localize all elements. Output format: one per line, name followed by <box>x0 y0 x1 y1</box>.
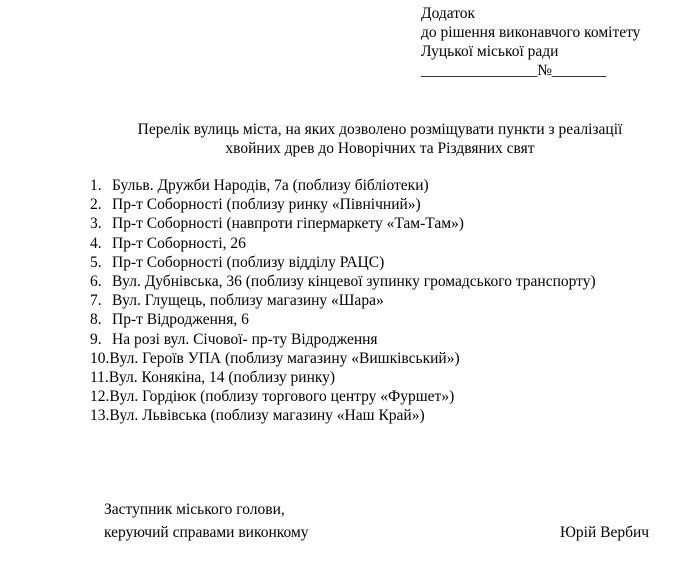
signature-block <box>104 500 689 546</box>
appendix-council-line: Луцької міської ради <box>421 43 559 60</box>
list-item <box>90 349 685 368</box>
list-item-text: Пр-т Соборності (поблизу відділу РАЦС) <box>112 253 385 271</box>
list-item <box>90 195 685 214</box>
document-title <box>100 120 660 158</box>
list-item <box>90 291 685 310</box>
list-item-number: 9. <box>90 330 102 348</box>
list-item-number: 13. <box>90 407 110 425</box>
street-list <box>90 176 685 425</box>
list-item-text: Пр-т Соборності (поблизу ринку «Північний») <box>112 196 421 214</box>
appendix-number-blank: _______________№_______ <box>421 62 607 79</box>
list-item-text: Вул. Львівська (поблизу магазину «Наш Край») <box>109 407 425 425</box>
list-item-number: 5. <box>90 253 102 271</box>
list-item-number: 6. <box>90 272 102 290</box>
list-item-text: Пр-т Відродження, 6 <box>112 311 249 329</box>
list-item-text: На розі вул. Січової- пр-ту Відродження <box>112 330 378 348</box>
signatory-position-line-1: Заступник міського голови, <box>104 501 285 518</box>
list-item <box>90 176 685 195</box>
list-item-text: Вул. Глущець, поблизу магазину «Шара» <box>112 292 384 310</box>
list-item-text: Бульв. Дружби Народів, 7а (поблизу бібліотеки) <box>112 177 429 194</box>
list-item-number: 3. <box>90 215 102 233</box>
list-item-text: Пр-т Соборності, 26 <box>112 234 246 252</box>
list-item-number: 7. <box>90 292 102 310</box>
signatory-position-line-2: керуючий справами виконкому <box>104 524 309 541</box>
document-title-line-1: Перелік вулиць міста, на яких дозволено розміщувати пункти з реалізації <box>137 121 623 138</box>
document-title-line-2: хвойних древ до Новорічних та Різдвяних свят <box>225 140 535 157</box>
list-item <box>90 368 685 387</box>
list-item-number: 4. <box>90 234 102 252</box>
list-item-text: Вул. Героїв УПА (поблизу магазину «Вишківський») <box>109 349 460 367</box>
list-item <box>90 253 685 272</box>
list-item-text: Вул. Гордіюк (поблизу торгового центру «Фуршет») <box>109 388 455 406</box>
signature-row-2 <box>104 523 689 546</box>
list-item <box>90 272 685 291</box>
signature-row-1 <box>104 500 689 523</box>
list-item-number: 8. <box>90 311 102 329</box>
list-item <box>90 234 685 253</box>
list-item-number: 12. <box>90 388 110 406</box>
list-item <box>90 330 685 349</box>
list-item-text: Пр-т Соборності (навпроти гіпермаркету «Там-Там») <box>112 215 464 233</box>
list-item-number: 2. <box>90 196 102 214</box>
list-item-number: 11. <box>90 368 109 386</box>
list-item-text: Вул. Конякіна, 14 (поблизу ринку) <box>108 368 336 386</box>
list-item <box>90 387 685 406</box>
list-item <box>90 214 685 233</box>
list-item-number: 10. <box>90 349 110 367</box>
list-item-text: Вул. Дубнівська, 36 (поблизу кінцевої зупинку громадського транспорту) <box>112 272 596 290</box>
list-item <box>90 406 685 425</box>
appendix-header <box>421 4 686 80</box>
list-item <box>90 310 685 329</box>
appendix-decision-line: до рішення виконавчого комітету <box>421 24 641 41</box>
appendix-label: Додаток <box>421 5 476 22</box>
list-item-number: 1. <box>90 177 102 194</box>
signatory-name: Юрій Вербич <box>560 524 650 541</box>
